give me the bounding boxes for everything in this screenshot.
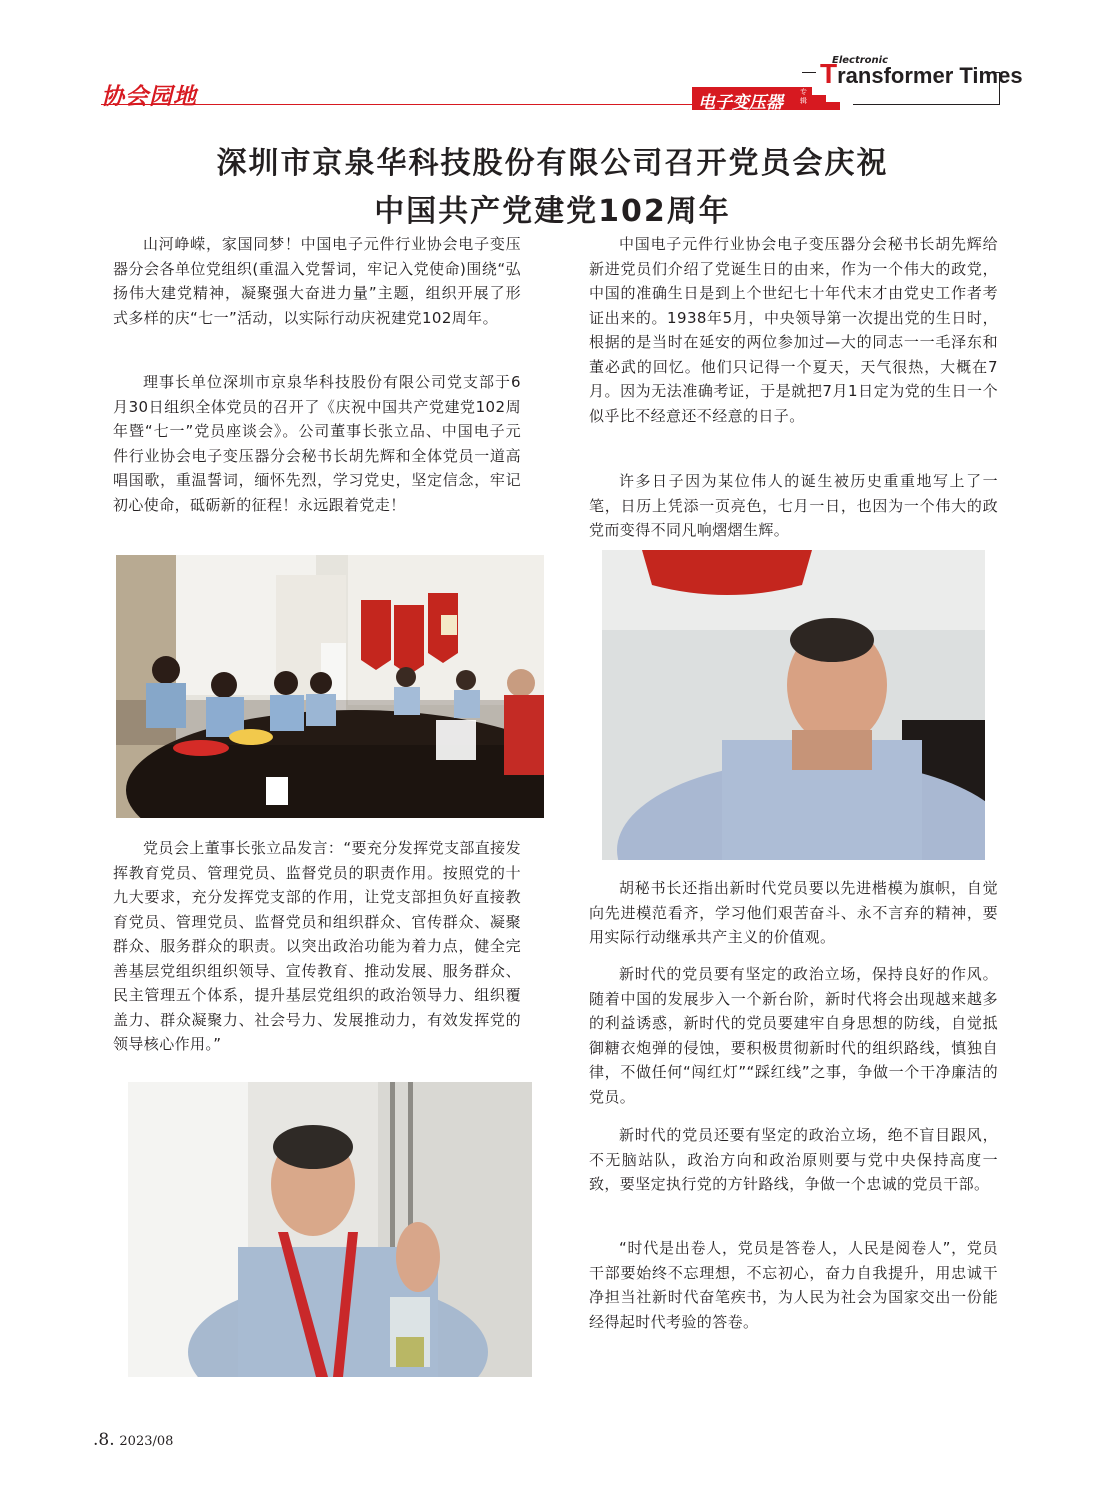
header-step-1 <box>812 95 826 110</box>
magazine-name-cn-small: 专辑 <box>800 88 807 105</box>
paragraph-right-5: 新时代的党员还要有坚定的政治立场，绝不盲目跟风，不无脑站队，政治方向和政治原则要与党中央保持高度一致，要坚定执行党的方针路线，争做一个忠诚的党员干部。 <box>589 1126 998 1193</box>
page-number: .8. <box>93 1430 115 1450</box>
magazine-dash-right <box>984 72 1000 73</box>
paragraph-right-6: “时代是出卷人，党员是答卷人，人民是阅卷人”，党员干部要始终不忘理想，不忘初心，奋力自我提升，用忠诚干净担当社新时代奋笔疾书，为人民为社会为国家交出一份能经得起时代考验的答卷。 <box>589 1239 998 1331</box>
magazine-rule-under <box>853 104 1000 105</box>
paragraph-right-1: 中国电子元件行业协会电子变压器分会秘书长胡先辉给新进党员们介绍了党诞生日的由来，作为一个伟大的政党，中国的准确生日是到上个世纪七十年代末才由党史工作者考证出来的。1938年5月，中央领导第一次提出党的生日时，根据的是当时在延安的两位参加过—大的同志一一毛泽东和董必武的回忆。他们只记得一个夏天，天气很热，大概在7月。因为无法准确考证，于是就把7月1日定为党的生日一个似乎比不经意还不经意的日子。 <box>589 235 998 425</box>
magazine-rule-vertical <box>999 72 1000 104</box>
issue-date: 2023/08 <box>119 1434 174 1449</box>
paragraph-left-3: 党员会上董事长张立品发言：“要充分发挥党支部直接发挥教育党员、管理党员、监督党员的职责作用。按照党的十九大要求，充分发挥党支部的作用，让党支部担负好直接教育党员、管理党员、监督党员和组织群众、官传群众、凝聚群众、服务群众的职责。以突出政治功能为着力点，健全完善基层党组织组织领导、宣传教育、推动发展、服务群众、民主管理五个体系，提升基层党组织的政治领导力、组织覆盖力、群众凝聚力、社会号力、发展推动力，有效发挥党的领导核心作用。” <box>113 839 521 1053</box>
photo-secretary-general <box>602 550 985 860</box>
article-title-line2: 中国共产党建党102周年 <box>374 194 731 229</box>
photo-chairman-speaking <box>128 1082 532 1377</box>
folio <box>93 1430 173 1450</box>
paragraph-left-1: 山河峥嵘，家国同梦！中国电子元件行业协会电子变压器分会各单位党组织(重温入党誓词，牢记入党使命)围绕“弘扬伟大建党精神，凝聚强大奋进力量”主题，组织开展了形式多样的庆“七一”活动，以实际行动庆祝建党102周年。 <box>113 235 521 327</box>
paragraph-left-2: 理事长单位深圳市京泉华科技股份有限公司党支部于6月30日组织全体党员的召开了《庆祝中国共产党建党102周年暨“七一”党员座谈会》。公司董事长张立品、中国电子元件行业协会电子变压器分会秘书长胡先辉和全体党员一道高唱国歌，重温誓词，缅怀先烈，学习党史，坚定信念，牢记初心使命，砥砺新的征程！永远跟着党走！ <box>113 373 521 514</box>
section-name: 协会园地 <box>101 84 197 110</box>
header-rule <box>101 104 697 105</box>
paragraph-right-2: 许多日子因为某位伟人的诞生被历史重重地写上了一笔，日历上凭添一页亮色，七月一日，也因为一个伟大的政党而变得不同凡响熠熠生辉。 <box>589 472 998 539</box>
magazine-dash-left <box>802 72 816 73</box>
header-step-2 <box>826 102 840 110</box>
magazine-en-small: Electronic <box>832 55 889 66</box>
magazine-name-block <box>692 87 812 113</box>
magazine-en-rest: ransformer Times <box>837 63 1023 88</box>
magazine-name-cn: 电子变压器 <box>698 93 783 113</box>
article-title-line1: 深圳市京泉华科技股份有限公司召开党员会庆祝 <box>216 146 889 181</box>
paragraph-right-3: 胡秘书长还指出新时代党员要以先进楷模为旗帜，自觉向先进模范看齐，学习他们艰苦奋斗、永不言弃的精神，要用实际行动继承共产主义的价值观。 <box>589 879 998 946</box>
magazine-en-initial: T <box>820 58 838 89</box>
magazine-en-title <box>820 58 1023 90</box>
photo-meeting-room <box>116 555 544 818</box>
paragraph-right-4: 新时代的党员要有坚定的政治立场，保持良好的作风。随着中国的发展步入一个新台阶，新时代将会出现越来越多的利益诱惑，新时代的党员要建牢自身思想的防线，自觉抵御糖衣炮弹的侵蚀，要积极贯彻新时代的组织路线，慎独自律，不做任何“闯红灯”“踩红线”之事，争做一个干净廉洁的党员。 <box>589 965 998 1106</box>
